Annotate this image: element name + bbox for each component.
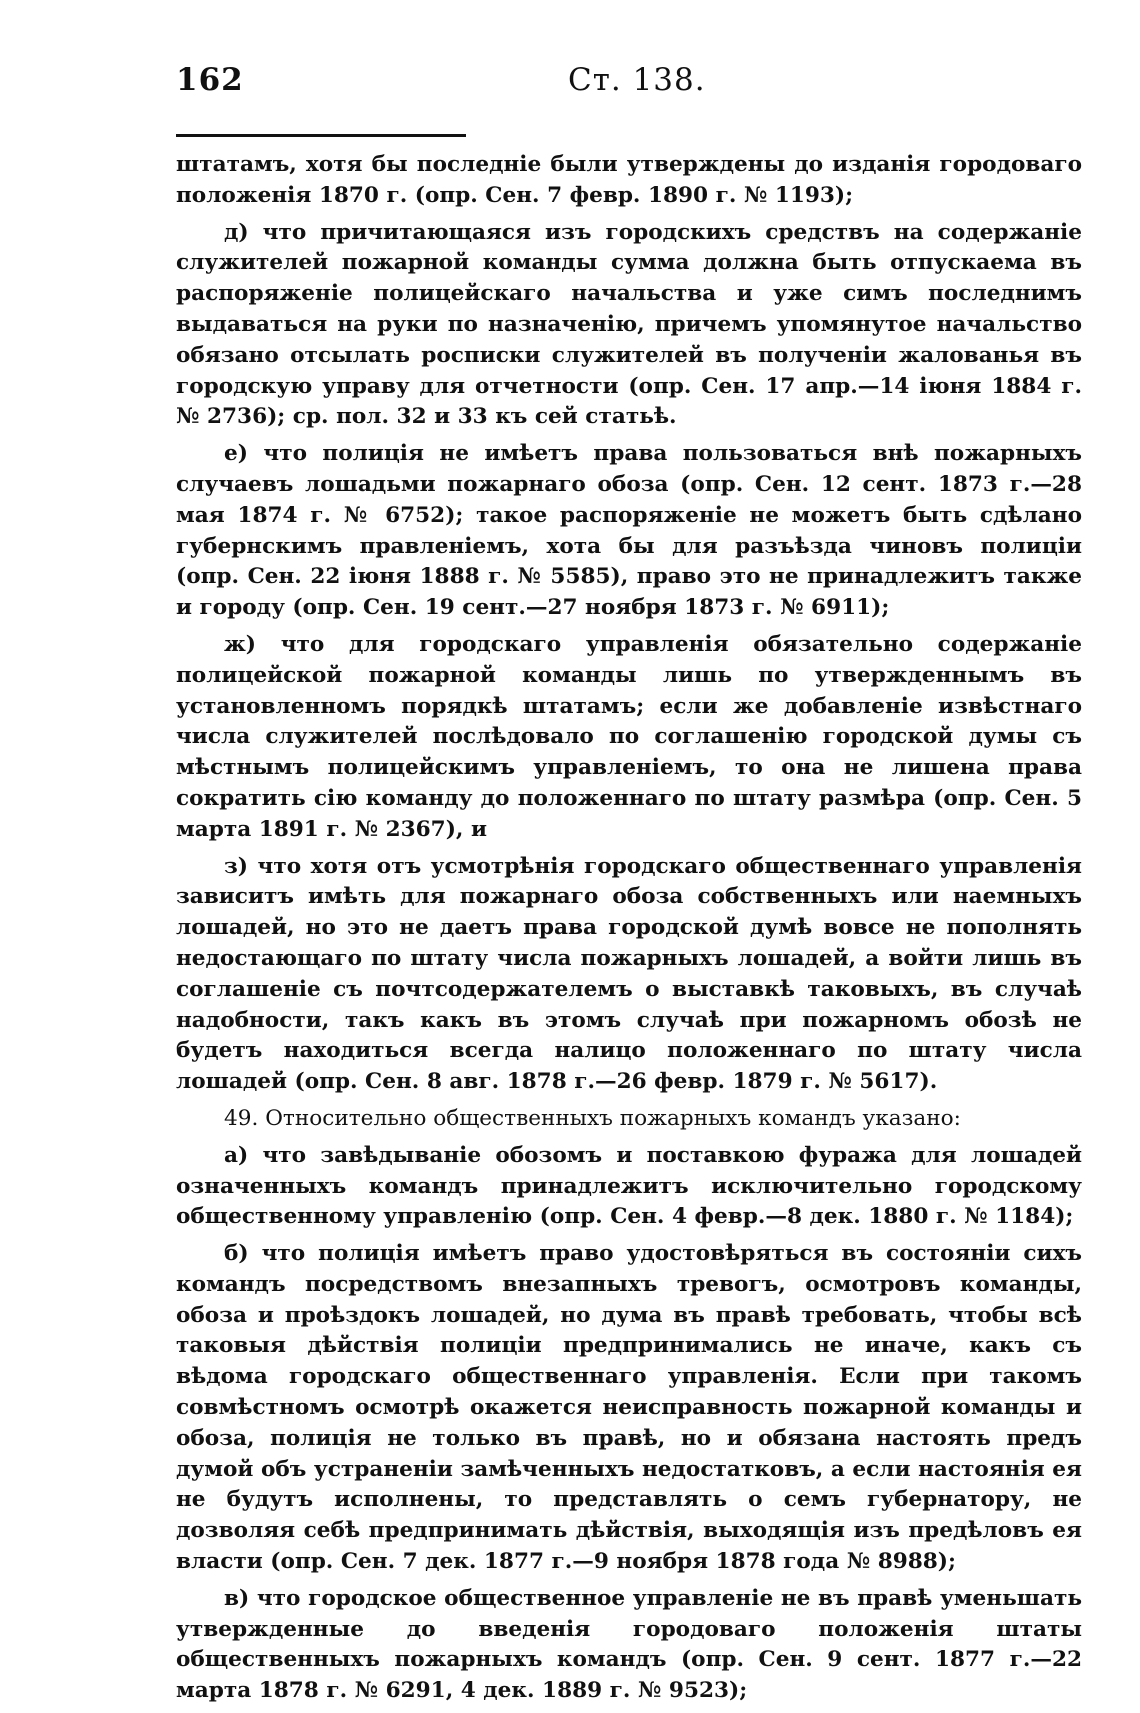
paragraph-z: з) что хотя отъ усмотрѣнія городскаго общественнаго управленія зависитъ имѣть для пожарнаго обоза собственныхъ или наемныхъ лошадей, но это не даетъ права городской думѣ вовсе не пополнять недостающаго по штату числа пожарныхъ лошадей, а войти лишь въ соглашеніе съ почтсодержателемъ о выставкѣ таковыхъ, въ случаѣ надобности, такъ какъ въ этомъ случаѣ при пожарномъ обозѣ не будетъ находиться всегда налицо положеннаго по штату числа лошадей (опр. Сен. 8 авг. 1878 г.—26 февр. 1879 г. № 5617).	[176, 853, 1082, 1095]
paragraph-a: а) что завѣдываніе обозомъ и поставкою фуража для лошадей означенныхъ командъ принадлежитъ исключительно городскому общественному управленію (опр. Сен. 4 февр.—8 дек. 1880 г. № 1184);	[176, 1142, 1082, 1230]
page-header	[176, 62, 1082, 102]
running-head: Ст. 138.	[568, 62, 706, 98]
paragraph-d: д) что причитающаяся изъ городскихъ средствъ на содержаніе служителей пожарной команды сумма должна быть отпускаема въ распоряженіе полицейскаго начальства и уже симъ последнимъ выдаваться на руки по назначенію, причемъ упомянутое начальство обязано отсылать росписки служителей въ полученіи жалованья въ городскую управу для отчетности (опр. Сен. 17 апр.—14 іюня 1884 г. № 2736); ср. пол. 32 и 33 къ сей статьѣ.	[176, 219, 1082, 430]
page-number: 162	[176, 62, 244, 98]
paragraph-e: е) что полиція не имѣетъ права пользоваться внѣ пожарныхъ случаевъ лошадьми пожарнаго обоза (опр. Сен. 12 сент. 1873 г.—28 мая 1874 г. № 6752); такое распоряженіе не можетъ быть сдѣлано губернскимъ правленіемъ, хота бы для разъѣзда чиновъ полиціи (опр. Сен. 22 іюня 1888 г. № 5585), право это не принадлежитъ также и городу (опр. Сен. 19 сент.—27 ноября 1873 г. № 6911);	[176, 441, 1082, 621]
paragraph-v: в) что городское общественное управленіе не въ правѣ уменьшать утвержденные до введенія городоваго положенія штаты общественныхъ пожарныхъ командъ (опр. Сен. 9 сент. 1877 г.—22 марта 1878 г. № 6291, 4 дек. 1889 г. № 9523);	[176, 1585, 1082, 1704]
header-rule	[176, 134, 466, 137]
section-49-heading: 49. Относительно общественныхъ пожарныхъ командъ указано:	[224, 1105, 961, 1131]
paragraph-b: б) что полиція имѣетъ право удостовѣряться въ состояніи сихъ командъ посредствомъ внезапныхъ тревогъ, осмотровъ команды, обоза и проѣздокъ лошадей, но дума въ правѣ требовать, чтобы всѣ таковыя дѣйствія полиціи предпринимались не иначе, какъ съ вѣдома городскаго общественнаго управленія. Если при такомъ совмѣстномъ осмотрѣ окажется неисправность пожарной команды и обоза, полиція не только въ правѣ, но и обязана настоять предъ думой объ устраненіи замѣченныхъ недостатковъ, а если настоянія ея не будутъ исполнены, то представлять о семъ губернатору, не дозволяя себѣ предпринимать дѣйствія, выходящія изъ предѣловъ ея власти (опр. Сен. 7 дек. 1877 г.—9 ноября 1878 года № 8988);	[176, 1241, 1082, 1575]
body-text	[176, 150, 1082, 1713]
paragraph-zh: ж) что для городскаго управленія обязательно содержаніе полицейской пожарной команды лишь по утвержденнымъ въ установленномъ порядкѣ штатамъ; если же добавленіе извѣстнаго числа служителей послѣдовало по соглашенію городской думы съ мѣстнымъ полицейскимъ управленіемъ, то она не лишена права сократить сію команду до положеннаго по штату размѣра (опр. Сен. 5 марта 1891 г. № 2367), и	[176, 631, 1082, 842]
paragraph-continuation: штатамъ, хотя бы последніе были утверждены до изданія городоваго положенія 1870 г. (опр. Сен. 7 февр. 1890 г. № 1193);	[176, 152, 1082, 208]
